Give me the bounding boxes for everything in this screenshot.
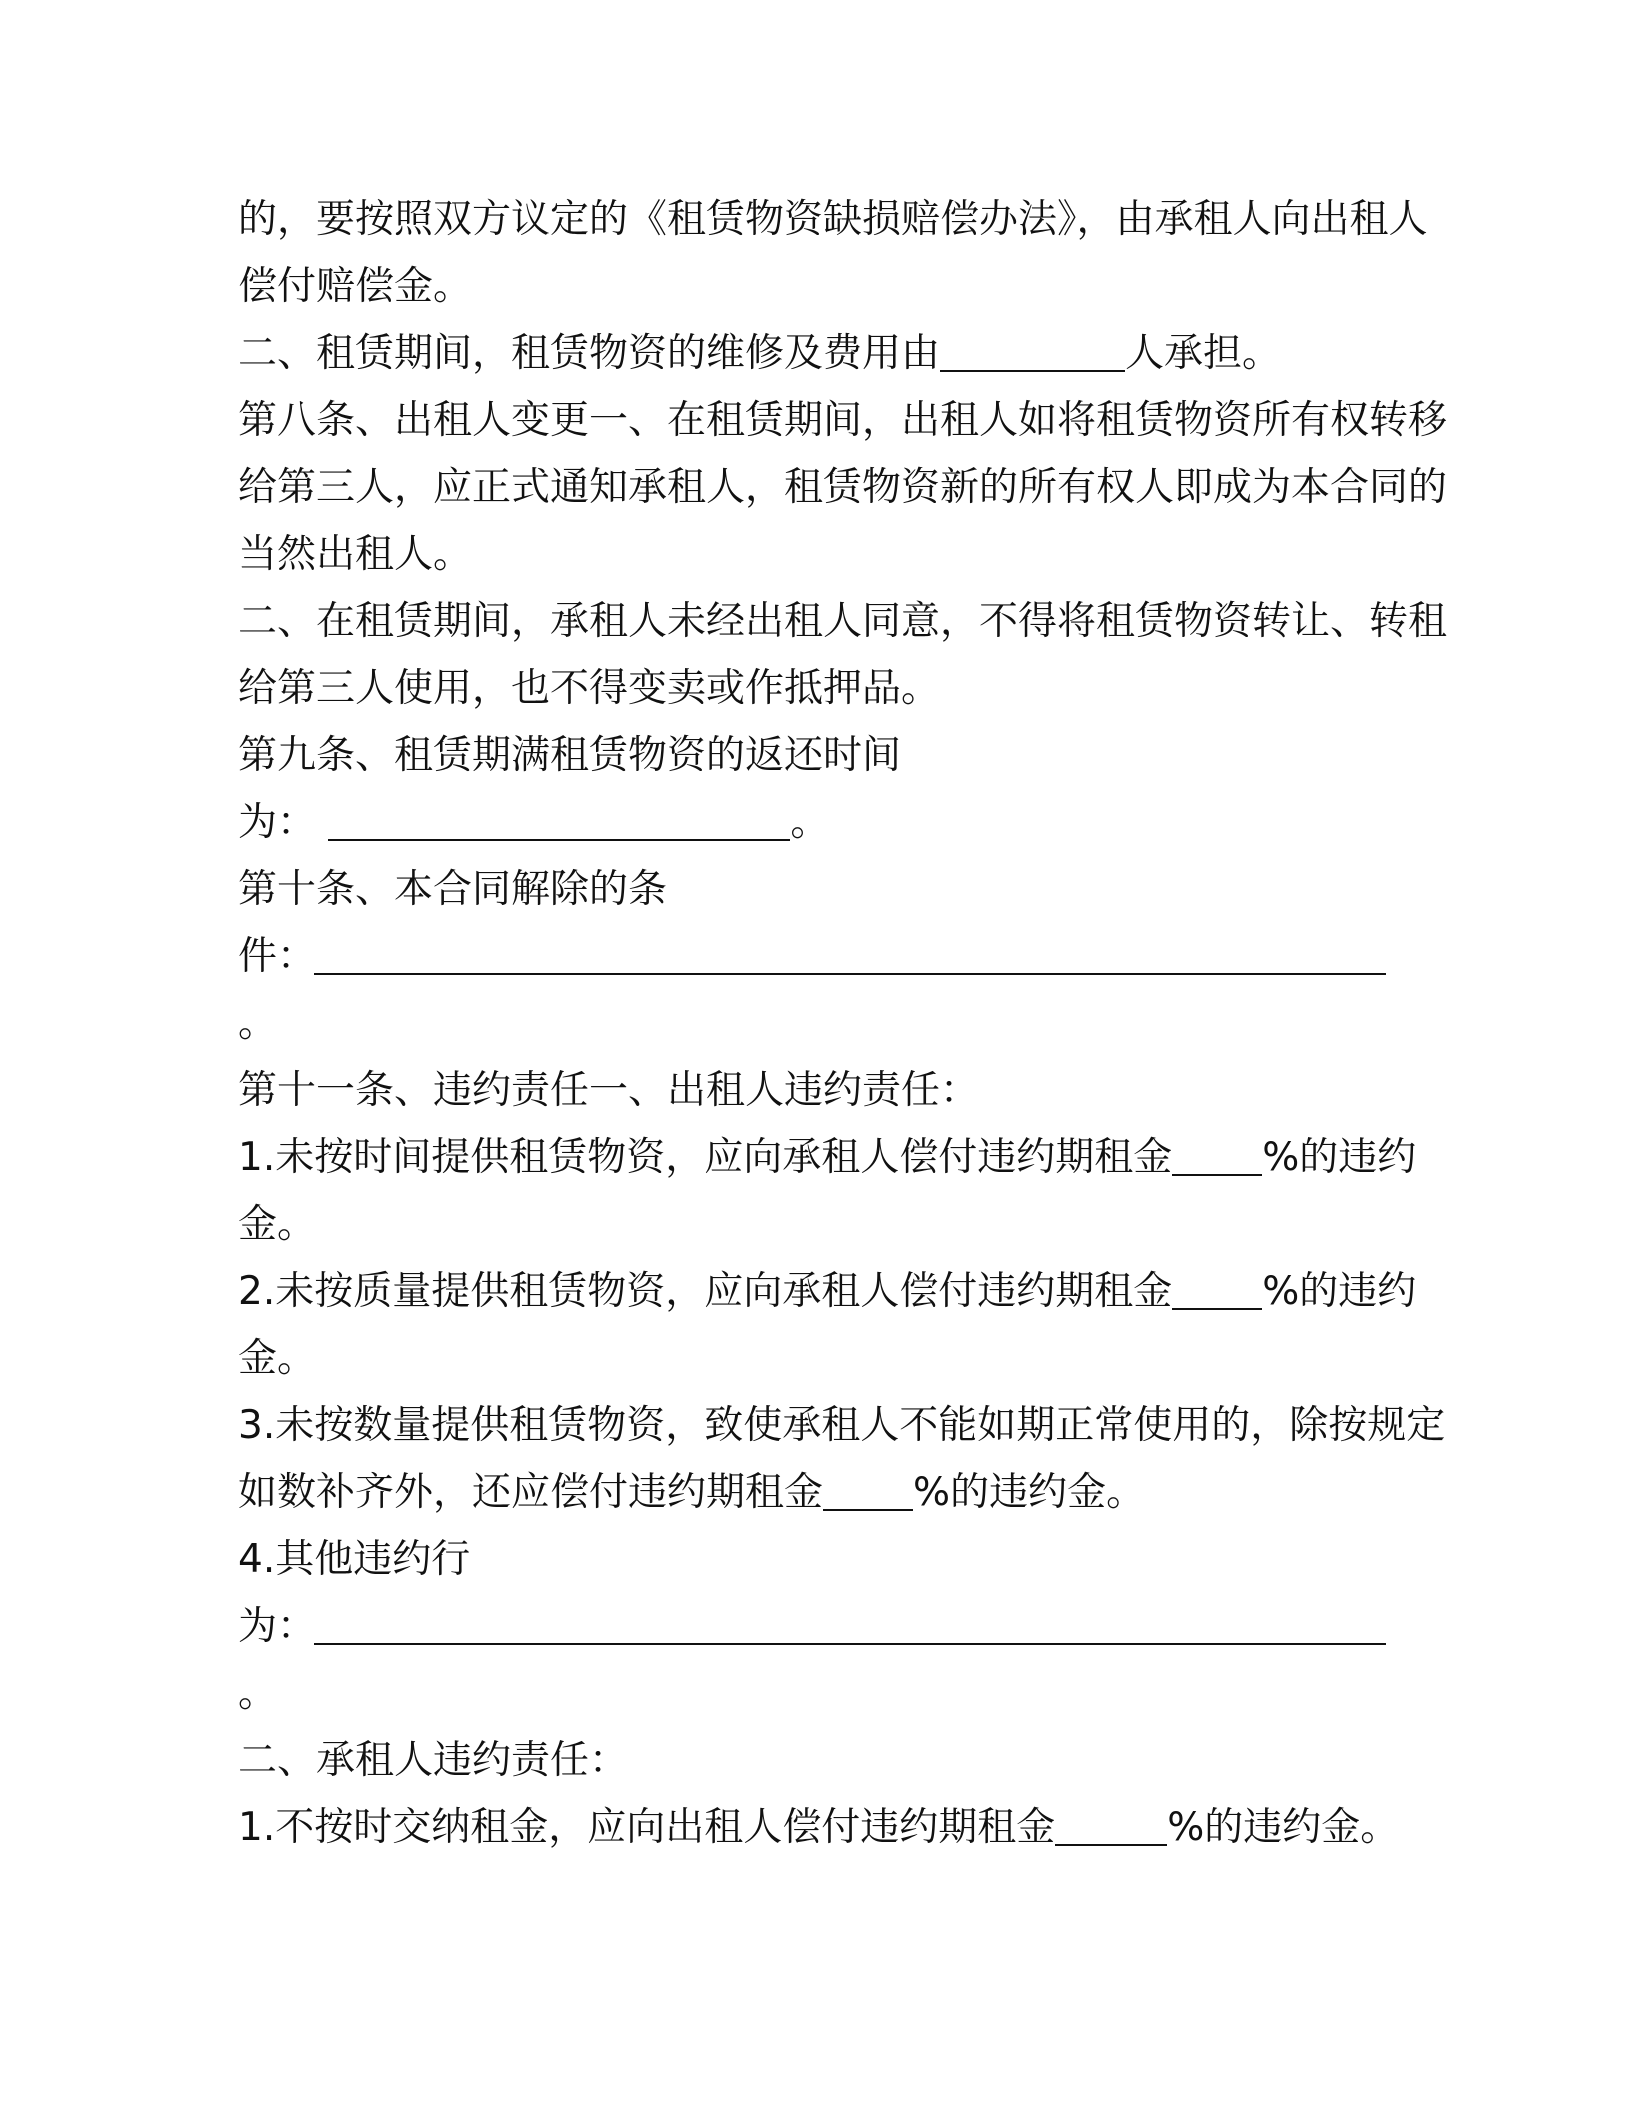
text-line	[238, 1191, 1386, 1258]
rent-penalty-line	[238, 1794, 1400, 1861]
penalty-quality-line	[238, 1258, 1417, 1325]
penalty-quantity-line	[238, 1459, 1386, 1526]
termination-conditions-blank[interactable]	[314, 973, 1386, 975]
clause-text: 2.未按质量提供租赁物资，应向承租人偿付违约期租金	[238, 1269, 1173, 1314]
text-line	[238, 1325, 1386, 1392]
text-line	[238, 1392, 1446, 1459]
clause-text: 。	[790, 800, 830, 845]
clause-text: 偿付赔偿金。	[238, 264, 473, 309]
text-line	[238, 521, 1386, 588]
other-breach-blank[interactable]	[314, 1643, 1386, 1645]
clause-text: 人承担。	[1125, 331, 1282, 376]
clause-text: 二、租赁期间，租赁物资的维修及费用由	[238, 331, 941, 376]
text-line	[238, 387, 1448, 454]
clause-text: %的违约	[1262, 1135, 1417, 1180]
clause-text: 为：	[238, 800, 317, 845]
clause-text: 1.未按时间提供租赁物资，应向承租人偿付违约期租金	[238, 1135, 1173, 1180]
text-line	[238, 588, 1448, 655]
text-line	[238, 186, 1428, 253]
clause-heading: 第十条、本合同解除的条	[238, 867, 668, 912]
text-line	[238, 1727, 1386, 1794]
clause-text: 如数补齐外，还应偿付违约期租金	[238, 1470, 824, 1515]
clause-text: 。	[238, 1671, 278, 1716]
penalty-time-line	[238, 1124, 1417, 1191]
text-line	[238, 253, 1386, 320]
clause-text: 为：	[238, 1604, 317, 1649]
clause-text: 金。	[238, 1202, 317, 1247]
text-line	[238, 722, 1386, 789]
repair-party-blank[interactable]	[940, 320, 1125, 372]
clause-heading: 第九条、租赁期满租赁物资的返还时间	[238, 733, 902, 778]
clause-heading: 二、承租人违约责任：	[238, 1738, 629, 1783]
clause-text: %的违约金。	[1167, 1805, 1400, 1850]
penalty-percent-blank[interactable]	[823, 1459, 913, 1511]
text-line	[238, 856, 1386, 923]
termination-line	[238, 923, 1386, 990]
clause-text: 件：	[238, 934, 317, 979]
other-breach-line	[238, 1593, 1386, 1660]
clause-text: 3.未按数量提供租赁物资，致使承租人不能如期正常使用的，除按规定	[238, 1403, 1446, 1448]
text-line	[238, 655, 1386, 722]
clause-text: 金。	[238, 1336, 317, 1381]
clause-text: 1.不按时交纳租金，应向出租人偿付违约期租金	[238, 1805, 1056, 1850]
return-time-line	[238, 789, 1386, 856]
repair-clause-line	[238, 320, 1386, 387]
clause-text: 给第三人，应正式通知承租人，租赁物资新的所有权人即成为本合同的	[238, 465, 1448, 510]
penalty-percent-blank[interactable]	[1055, 1794, 1167, 1846]
text-line	[238, 1526, 1386, 1593]
clause-text: 的，要按照双方议定的《租赁物资缺损赔偿办法》，由承租人向出租人	[238, 197, 1428, 242]
clause-heading: 第十一条、违约责任一、出租人违约责任：	[238, 1068, 980, 1113]
clause-text: %的违约金。	[913, 1470, 1146, 1515]
penalty-percent-blank[interactable]	[1172, 1124, 1262, 1176]
clause-text: 。	[238, 1001, 278, 1046]
clause-text: %的违约	[1262, 1269, 1417, 1314]
contract-text	[238, 186, 1448, 1861]
clause-text: 当然出租人。	[238, 532, 473, 577]
clause-text: 给第三人使用，也不得变卖或作抵押品。	[238, 666, 941, 711]
text-line	[238, 454, 1448, 521]
text-line	[238, 990, 1386, 1057]
penalty-percent-blank[interactable]	[1172, 1258, 1262, 1310]
clause-heading: 第八条、出租人变更一、在租赁期间，出租人如将租赁物资所有权转移	[238, 398, 1448, 443]
text-line	[238, 1660, 1386, 1727]
return-time-blank[interactable]	[328, 789, 790, 841]
clause-text: 4.其他违约行	[238, 1537, 471, 1582]
clause-text: 二、在租赁期间，承租人未经出租人同意，不得将租赁物资转让、转租	[238, 599, 1448, 644]
text-line	[238, 1057, 1386, 1124]
